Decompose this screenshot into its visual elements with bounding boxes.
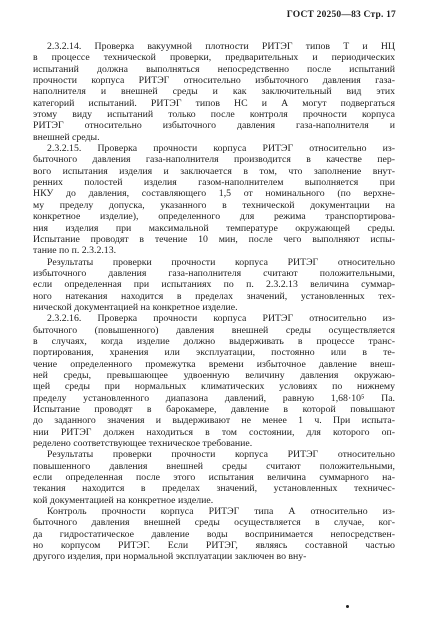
text-line: конкретное изделие), определенного для режима транспортирова- — [33, 211, 395, 223]
text-line: ного натекания находится в пределах значений, установленных тех- — [33, 290, 395, 302]
document-body — [33, 41, 395, 563]
page-header: ГОСТ 20250—83 Стр. 17 — [286, 10, 396, 20]
text-line: да гидростатическое давление воды воспринимается непосредствен- — [33, 528, 395, 540]
text-line: Испытание проводят в барокамере, давление в которой повышают — [33, 404, 395, 415]
text-line: категорий испытаний. РИТЭГ типов НС и А могут подвергаться — [33, 97, 395, 109]
text-line: в процессе технической проверки, предварительных и периодических — [33, 52, 395, 64]
text-line: 2.3.2.15. Проверка прочности корпуса РИТЭГ относительно из- — [47, 143, 395, 155]
text-line: текания находится в пределах значений, установленных техничес- — [33, 483, 395, 495]
text-line: вого испытания изделия и заключается в том, что заполнение внут- — [33, 165, 395, 177]
text-line: 2.3.2.16. Проверка прочности корпуса РИТЭГ относительно из- — [47, 313, 395, 325]
text-line: щей среды при нормальных климатических условиях по нижнему — [33, 381, 395, 393]
text-line: если определенная после этого испытания величина суммарного на- — [33, 472, 395, 484]
text-line: РИТЭГ относительно избыточного давления газа-наполнителя и — [33, 120, 395, 132]
text-line: прочности корпуса РИТЭГ относительно избыточного давления газа- — [33, 75, 395, 87]
text-line: но корпусом РИТЭГ. Если РИТЭГ, являясь составной частью — [33, 540, 395, 552]
text-line: Результаты проверки прочности корпуса РИТЭГ относительно — [47, 256, 395, 268]
text-line: ния изделия при максимальной температуре окружающей среды. — [33, 222, 395, 234]
text-line: если определенная при испытаниях по п. 2.3.2.13 величина суммар- — [33, 279, 395, 291]
text-line: тание по п. 2.3.2.13. — [33, 245, 117, 257]
text-line: портирования, хранения или эксплуатации, постоянно или в те- — [33, 347, 395, 359]
text-line: быточного (повышенного) давления внешней среды осуществляется — [33, 324, 395, 336]
paragraph — [33, 449, 395, 506]
text-line: в случаях, когда изделие должно выдерживать в процессе транс- — [33, 335, 395, 347]
text-line: наполнителя и внешней среды и как заключительный вид этих — [33, 86, 395, 98]
text-line: повышенного давления внешней среды считают положительными, — [33, 460, 395, 472]
paragraph — [33, 41, 395, 143]
text-line: чение определенного промежутка времени избыточное давление внеш- — [33, 358, 395, 370]
paragraph — [33, 143, 395, 256]
text-line: НКУ до давления, составляющего 1,5 от номинального (по верхне- — [33, 188, 395, 200]
text-line: нии РИТЭГ должен находиться в том состоянии, для которого оп- — [33, 426, 395, 438]
text-line: ней среды, превышающее удвоенную величину давления окружаю- — [33, 369, 395, 381]
text-line: кой документацией на конкретное изделие. — [33, 494, 214, 506]
text-line: 2.3.2.14. Проверка вакуумной плотности РИТЭГ типов Т и НЦ — [47, 41, 395, 52]
paragraph — [33, 506, 395, 563]
paragraph — [33, 313, 395, 449]
text-line: Результаты проверки прочности корпуса РИТЭГ относительно — [47, 449, 395, 461]
text-line: нической документацией на конкретное изделие. — [33, 301, 238, 313]
text-line: Испытание проводят в течение 10 мин, после чего выполняют испы- — [33, 233, 395, 245]
ink-dot — [346, 605, 349, 608]
text-line: пределу установленного диапазона давлений, равную 1,68·10⁵ Па. — [33, 392, 395, 404]
text-line: ренних полостей изделия газом-наполнителем выполняется при — [33, 177, 395, 189]
text-line: до заданного значения и выдерживают не менее 1 ч. При испыта- — [33, 415, 395, 427]
text-line: Контроль прочности корпуса РИТЭГ типа А относительно из- — [47, 506, 395, 518]
text-line: быточного давления внешней среды осуществляется в случае, ког- — [33, 517, 395, 529]
text-line: этому виду испытаний только после контроля прочности корпуса — [33, 109, 395, 121]
text-line: внешней среды. — [33, 131, 100, 143]
text-line: ределено соответствующее техническое требование. — [33, 438, 253, 450]
paragraph — [33, 257, 395, 314]
text-line: му пределу допуска, указанного в технической документации на — [33, 199, 395, 211]
text-line: другого изделия, при нормальной эксплуатации заключен во вну- — [33, 551, 307, 563]
text-line: быточного давления газа-наполнителя производится в качестве пер- — [33, 154, 395, 166]
text-line: избыточного давления газа-наполнителя считают положительными, — [33, 267, 395, 279]
text-line: испытаний должна выполняться непосредственно после испытаний — [33, 63, 395, 75]
